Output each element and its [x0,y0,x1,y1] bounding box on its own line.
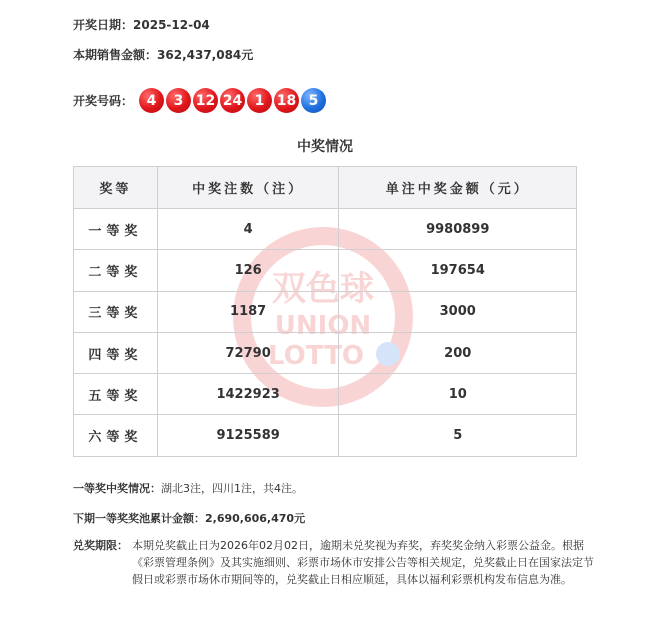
winner-count: 9125589 [157,415,339,456]
prize-table [73,166,577,457]
table-row [74,209,577,250]
prize-amount: 10 [339,374,577,415]
first-prize-note [73,480,303,496]
winning-numbers [73,88,328,113]
table-row [74,332,577,373]
draw-date [73,16,210,33]
draw-date-label: 开奖日期： [73,18,134,32]
jackpot-pool-value: 2,690,606,470元 [205,512,306,525]
prize-level: 二等奖 [74,250,158,291]
prize-amount: 3000 [339,291,577,332]
claim-deadline-text: 本期兑奖截止日为2026年02月02日，逾期未兑奖视为弃奖，弃奖奖金纳入彩票公益金。根据《彩票管理条例》及其实施细则、彩票市场休市安排公告等相关规定，兑奖截止日在国家法定节假日或彩票市场休市期间等的，兑奖截止日相应顺延，具体以福利彩票机构发布信息为准。 [132,539,594,586]
header-level: 奖等 [74,167,158,209]
red-ball: 18 [274,88,299,113]
prize-amount: 197654 [339,250,577,291]
sales-amount [73,46,253,63]
first-prize-note-value: 湖北3注，四川1注，共4注。 [161,482,303,495]
header-count: 中奖注数（注） [157,167,339,209]
watermark-line1: 双色球 [272,269,374,309]
winner-count: 4 [157,209,339,250]
sales-label: 本期销售金额： [73,48,158,62]
prize-amount: 200 [339,332,577,373]
jackpot-pool-note [73,510,305,526]
prize-level: 三等奖 [74,291,158,332]
prize-level: 五等奖 [74,374,158,415]
jackpot-pool-label: 下期一等奖奖池累计金额： [73,512,205,525]
prize-level: 四等奖 [74,332,158,373]
winner-count: 126 [157,250,339,291]
winner-count: 1187 [157,291,339,332]
draw-date-value: 2025-12-04 [133,18,210,32]
table-row [74,374,577,415]
header-amount: 单注中奖金额（元） [339,167,577,209]
claim-deadline-note [73,537,603,588]
watermark-line3: LOTTO [268,341,364,371]
red-ball: 24 [220,88,245,113]
red-ball: 12 [193,88,218,113]
table-row [74,250,577,291]
red-ball: 1 [247,88,272,113]
table-header-row [74,167,577,209]
red-ball: 4 [139,88,164,113]
red-ball: 3 [166,88,191,113]
section-title: 中奖情况 [297,139,353,155]
sales-value: 362,437,084元 [157,48,254,62]
prize-amount: 5 [339,415,577,456]
table-row [74,291,577,332]
prize-level: 六等奖 [74,415,158,456]
prize-amount: 9980899 [339,209,577,250]
table-row [74,415,577,456]
watermark-line2: UNION [274,311,372,341]
winner-count: 72790 [157,332,339,373]
blue-ball: 5 [301,88,326,113]
winner-count: 1422923 [157,374,339,415]
first-prize-note-label: 一等奖中奖情况： [73,482,161,495]
prize-level: 一等奖 [74,209,158,250]
claim-deadline-label: 兑奖期限： [73,539,128,552]
winning-numbers-label: 开奖号码： [73,94,134,108]
